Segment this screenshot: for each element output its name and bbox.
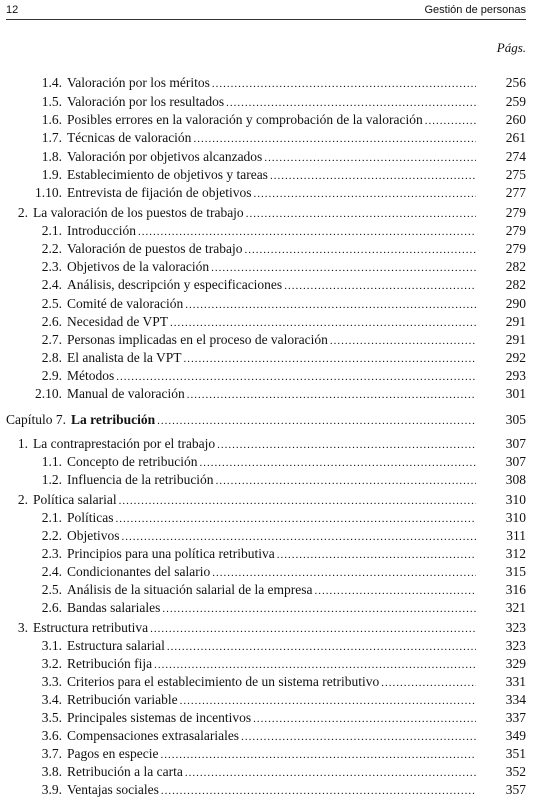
toc-entry-label (26, 528, 478, 544)
toc-entry-label (26, 564, 478, 580)
toc-entry-title: Retribución variable (67, 692, 178, 707)
dot-leader (246, 208, 476, 220)
toc-entry-number: 2.7. (41, 332, 62, 347)
toc-entry-label (26, 223, 478, 239)
toc-entry-title: Política salarial (33, 492, 117, 507)
toc-entry-page: 293 (505, 368, 526, 383)
toc-entry (0, 692, 534, 710)
dot-leader (183, 353, 476, 365)
dot-leader (226, 97, 476, 109)
toc-entry-page: 279 (505, 223, 526, 238)
toc-entry-title: La retribución (71, 412, 156, 427)
toc-entry-label (10, 492, 478, 508)
toc-entry-label (6, 412, 478, 428)
toc-entry-label (10, 205, 478, 221)
toc-entry (0, 600, 534, 618)
toc-entry-title: Principios para una política retributiva (67, 546, 275, 561)
toc-entry (0, 296, 534, 314)
toc-entry-number: 1.5. (41, 94, 62, 109)
toc-entry-page: 349 (505, 728, 526, 743)
dot-leader (253, 188, 476, 200)
toc-entry-page: 290 (505, 296, 526, 311)
dot-leader (264, 152, 476, 164)
toc-entry-page: 261 (505, 130, 526, 145)
toc-entry-number: 1.9. (41, 167, 62, 182)
toc-entry-number: 3.5. (41, 710, 62, 725)
dot-leader (119, 495, 476, 507)
toc-entry-title: Objetivos (67, 528, 120, 543)
toc-entry-label (26, 259, 478, 275)
toc-entry-title: Necesidad de VPT (67, 314, 168, 329)
toc-entry-number: 3.3. (41, 674, 62, 689)
toc-entry-page: 291 (505, 332, 526, 347)
toc-entry (0, 638, 534, 656)
dot-leader (150, 623, 476, 635)
toc-entry-label (26, 75, 478, 91)
toc-entry-page: 316 (505, 582, 526, 597)
toc-entry (0, 764, 534, 782)
toc-entry-label (26, 692, 478, 708)
toc-entry-title: Análisis de la situación salarial de la empresa (67, 582, 313, 597)
toc-chapter-entry (0, 412, 534, 430)
toc-entry-title: La valoración de los puestos de trabajo (33, 205, 244, 220)
toc-entry-number: 2.5. (41, 582, 62, 597)
toc-entry-title: Bandas salariales (67, 600, 161, 615)
toc-entry-page: 307 (505, 454, 526, 469)
dot-leader (284, 280, 476, 292)
toc-entry-number: Capítulo 7. (6, 412, 66, 427)
toc-entry-title: Condicionantes del salario (67, 564, 211, 579)
toc-entry (0, 94, 534, 112)
dot-leader (270, 170, 476, 182)
toc-entry-number: 2.1. (41, 223, 62, 238)
toc-entry-page: 311 (506, 528, 526, 543)
toc-entry (0, 510, 534, 528)
toc-entry-number: 2.6. (41, 314, 62, 329)
toc-entry-title: Influencia de la retribución (67, 472, 214, 487)
toc-entry-number: 2. (17, 492, 28, 507)
toc-entry (0, 436, 534, 454)
toc-entry-title: Personas implicadas en el proceso de valoración (67, 332, 328, 347)
toc-entry (0, 674, 534, 692)
toc-entry-number: 2.3. (41, 259, 62, 274)
toc-entry-page: 301 (505, 386, 526, 401)
toc-entry (0, 454, 534, 472)
toc-entry-label (26, 296, 478, 312)
toc-entry (0, 350, 534, 368)
toc-entry-number: 2.3. (41, 546, 62, 561)
toc-entry-number: 2.5. (41, 296, 62, 311)
toc-entry-number: 3.4. (41, 692, 62, 707)
toc-entry-page: 308 (505, 472, 526, 487)
toc-entry-page: 279 (505, 205, 526, 220)
toc-entry-title: Retribución fija (67, 656, 153, 671)
toc-entry-title: Técnicas de valoración (67, 130, 192, 145)
toc-entry-title: Valoración por objetivos alcanzados (67, 149, 263, 164)
toc-entry-page: 292 (505, 350, 526, 365)
toc-entry-label (26, 241, 478, 257)
toc-entry-title: Valoración por los resultados (67, 94, 225, 109)
toc-entry-page: 277 (505, 185, 526, 200)
dot-leader (167, 641, 476, 653)
toc-entry-number: 1.1. (41, 454, 62, 469)
toc-entry (0, 368, 534, 386)
toc-entry-page: 352 (505, 764, 526, 779)
toc-entry-label (10, 620, 478, 636)
toc-entry (0, 241, 534, 259)
dot-leader (253, 713, 476, 725)
toc-entry-page: 274 (505, 149, 526, 164)
toc-entry-label (26, 638, 478, 654)
toc-entry-page: 259 (505, 94, 526, 109)
dot-leader (170, 317, 476, 329)
toc-entry-title: Entrevista de fijación de objetivos (67, 185, 252, 200)
toc-entry-page: 279 (505, 241, 526, 256)
toc-entry-title: Estructura salarial (67, 638, 165, 653)
toc-entry (0, 546, 534, 564)
toc-entry-title: Análisis, descripción y especificaciones (67, 277, 283, 292)
toc-entry-label (26, 600, 478, 616)
toc-entry-page: 323 (505, 620, 526, 635)
dot-leader (241, 731, 476, 743)
dot-leader (211, 262, 476, 274)
toc-entry-title: Principales sistemas de incentivos (67, 710, 252, 725)
toc-entry-label (26, 149, 478, 165)
toc-entry-label (26, 656, 478, 672)
toc-entry-page: 275 (505, 167, 526, 182)
toc-entry-number: 1.4. (41, 75, 62, 90)
toc-entry-page: 312 (505, 546, 526, 561)
toc-entry-page: 329 (505, 656, 526, 671)
toc-entry-page: 291 (505, 314, 526, 329)
toc-entry-label (26, 782, 478, 798)
toc-entry-number: 1.8. (41, 149, 62, 164)
dot-leader (217, 439, 476, 451)
dot-leader (138, 226, 476, 238)
toc-entry (0, 167, 534, 185)
toc-entry-number: 2. (17, 205, 28, 220)
toc-entry-page: 282 (505, 277, 526, 292)
toc-entry-label (26, 350, 478, 366)
toc-entry (0, 710, 534, 728)
dot-leader (154, 659, 476, 671)
pages-column-label: Págs. (496, 40, 526, 55)
toc-entry-title: Compensaciones extrasalariales (67, 728, 240, 743)
toc-entry-label (26, 710, 478, 726)
running-title: Gestión de personas (424, 4, 526, 16)
toc-entry (0, 314, 534, 332)
dot-leader (161, 785, 476, 797)
dot-leader (160, 749, 476, 761)
toc-entry-title: Políticas (67, 510, 114, 525)
toc-entry (0, 492, 534, 510)
toc-entry-title: Valoración de puestos de trabajo (67, 241, 243, 256)
dot-leader (116, 513, 477, 525)
toc-entry (0, 386, 534, 404)
toc-entry (0, 782, 534, 800)
toc-entry-number: 3.8. (41, 764, 62, 779)
toc-entry-title: Posibles errores en la valoración y comprobación de la valoración (67, 112, 423, 127)
toc-entry (0, 528, 534, 546)
page-number: 12 (6, 4, 19, 16)
toc-entry-title: Introducción (67, 223, 136, 238)
dot-leader (216, 475, 476, 487)
toc-entry-number: 3.2. (41, 656, 62, 671)
toc-entry (0, 656, 534, 674)
toc-entry-title: Comité de valoración (67, 296, 184, 311)
dot-leader (116, 371, 476, 383)
toc-entry-title: Establecimiento de objetivos y tareas (67, 167, 268, 182)
toc-entry-number: 2.2. (41, 241, 62, 256)
toc-entry (0, 746, 534, 764)
toc-entry (0, 472, 534, 490)
toc-entry-label (26, 582, 478, 598)
toc-entry-number: 2.6. (41, 600, 62, 615)
toc-entry-label (26, 510, 478, 526)
toc-entry-number: 2.1. (41, 510, 62, 525)
toc-entry (0, 582, 534, 600)
dot-leader (122, 531, 477, 543)
toc-entry-page: 256 (505, 75, 526, 90)
toc-entry-title: Estructura retributiva (33, 620, 149, 635)
toc-entry-number: 3.6. (41, 728, 62, 743)
toc-entry-label (26, 332, 478, 348)
toc-entry-label (26, 728, 478, 744)
toc-entry (0, 277, 534, 295)
toc-entry (0, 620, 534, 638)
dot-leader (157, 415, 476, 427)
toc-entry-label (26, 746, 478, 762)
toc-entry-page: 260 (505, 112, 526, 127)
toc-entry-page: 307 (505, 436, 526, 451)
toc-entry-page: 321 (505, 600, 526, 615)
toc-entry-title: La contraprestación por el trabajo (33, 436, 216, 451)
toc-entry (0, 112, 534, 130)
toc-entry-number: 2.9. (41, 368, 62, 383)
toc-entry-label (26, 764, 478, 780)
toc-entry-number: 1.10. (35, 185, 62, 200)
toc-entry-number: 1.7. (41, 130, 62, 145)
toc-entry-label (26, 167, 478, 183)
toc-entry-label (26, 386, 478, 402)
toc-entry-number: 2.8. (41, 350, 62, 365)
toc-entry (0, 205, 534, 223)
toc-entry-page: 305 (505, 412, 526, 427)
dot-leader (199, 457, 476, 469)
toc-entry-page: 310 (505, 510, 526, 525)
toc-entry-label (26, 94, 478, 110)
page-header (6, 4, 526, 20)
toc-entry-number: 3.9. (41, 782, 62, 797)
toc-entry-number: 2.2. (41, 528, 62, 543)
toc-entry-number: 1.6. (41, 112, 62, 127)
toc-entry-number: 2.4. (41, 564, 62, 579)
toc-entry-title: Valoración por los méritos (67, 75, 210, 90)
toc-entry-number: 2.4. (41, 277, 62, 292)
toc-entry-title: Criterios para el establecimiento de un sistema retributivo (67, 674, 380, 689)
toc-entry-page: 357 (505, 782, 526, 797)
toc-entry-page: 282 (505, 259, 526, 274)
toc-entry-label (26, 112, 478, 128)
toc-entry-page: 323 (505, 638, 526, 653)
toc-entry-page: 334 (505, 692, 526, 707)
toc-entry-page: 337 (505, 710, 526, 725)
toc-entry-number: 1. (17, 436, 28, 451)
dot-leader (212, 567, 476, 579)
toc-entry-label (26, 472, 478, 488)
toc-entry (0, 75, 534, 93)
toc-entry-label (26, 314, 478, 330)
toc-entry-page: 310 (505, 492, 526, 507)
dot-leader (162, 603, 476, 615)
dot-leader (185, 299, 476, 311)
toc-entry-title: Concepto de retribución (67, 454, 198, 469)
dot-leader (425, 115, 476, 127)
dot-leader (381, 677, 476, 689)
toc-entry-title: Retribución a la carta (67, 764, 183, 779)
dot-leader (330, 335, 476, 347)
toc-entry-title: Pagos en especie (67, 746, 159, 761)
toc-entry-label (26, 130, 478, 146)
dot-leader (187, 389, 476, 401)
dot-leader (244, 244, 476, 256)
dot-leader (315, 585, 476, 597)
toc-entry-page: 351 (505, 746, 526, 761)
toc-entry-number: 2.10. (35, 386, 62, 401)
toc-entry-label (26, 277, 478, 293)
toc-entry-title: El analista de la VPT (67, 350, 182, 365)
toc-entry (0, 564, 534, 582)
toc-entry (0, 259, 534, 277)
toc-entry-title: Objetivos de la valoración (67, 259, 210, 274)
toc-entry-number: 3. (17, 620, 28, 635)
toc-entry-title: Manual de valoración (67, 386, 185, 401)
dot-leader (193, 133, 476, 145)
toc-entry (0, 728, 534, 746)
dot-leader (212, 78, 476, 90)
toc-entry-number: 1.2. (41, 472, 62, 487)
toc-entry-label (26, 546, 478, 562)
toc-entry (0, 185, 534, 203)
toc-entry-number: 3.7. (41, 746, 62, 761)
dot-leader (277, 549, 476, 561)
header-rule (6, 19, 526, 20)
toc-entry-number: 3.1. (41, 638, 62, 653)
toc-entry-label (10, 436, 478, 452)
toc-entry (0, 223, 534, 241)
dot-leader (180, 695, 476, 707)
toc-entry (0, 332, 534, 350)
toc-entry-label (26, 674, 478, 690)
toc-entry (0, 130, 534, 148)
toc-entry-label (26, 454, 478, 470)
dot-leader (185, 767, 476, 779)
toc-entry-label (26, 185, 478, 201)
toc-entry-label (26, 368, 478, 384)
toc-entry-title: Ventajas sociales (67, 782, 159, 797)
toc-entry (0, 149, 534, 167)
toc-entry-title: Métodos (67, 368, 115, 383)
toc-entry-page: 331 (505, 674, 526, 689)
toc-entry-page: 315 (505, 564, 526, 579)
